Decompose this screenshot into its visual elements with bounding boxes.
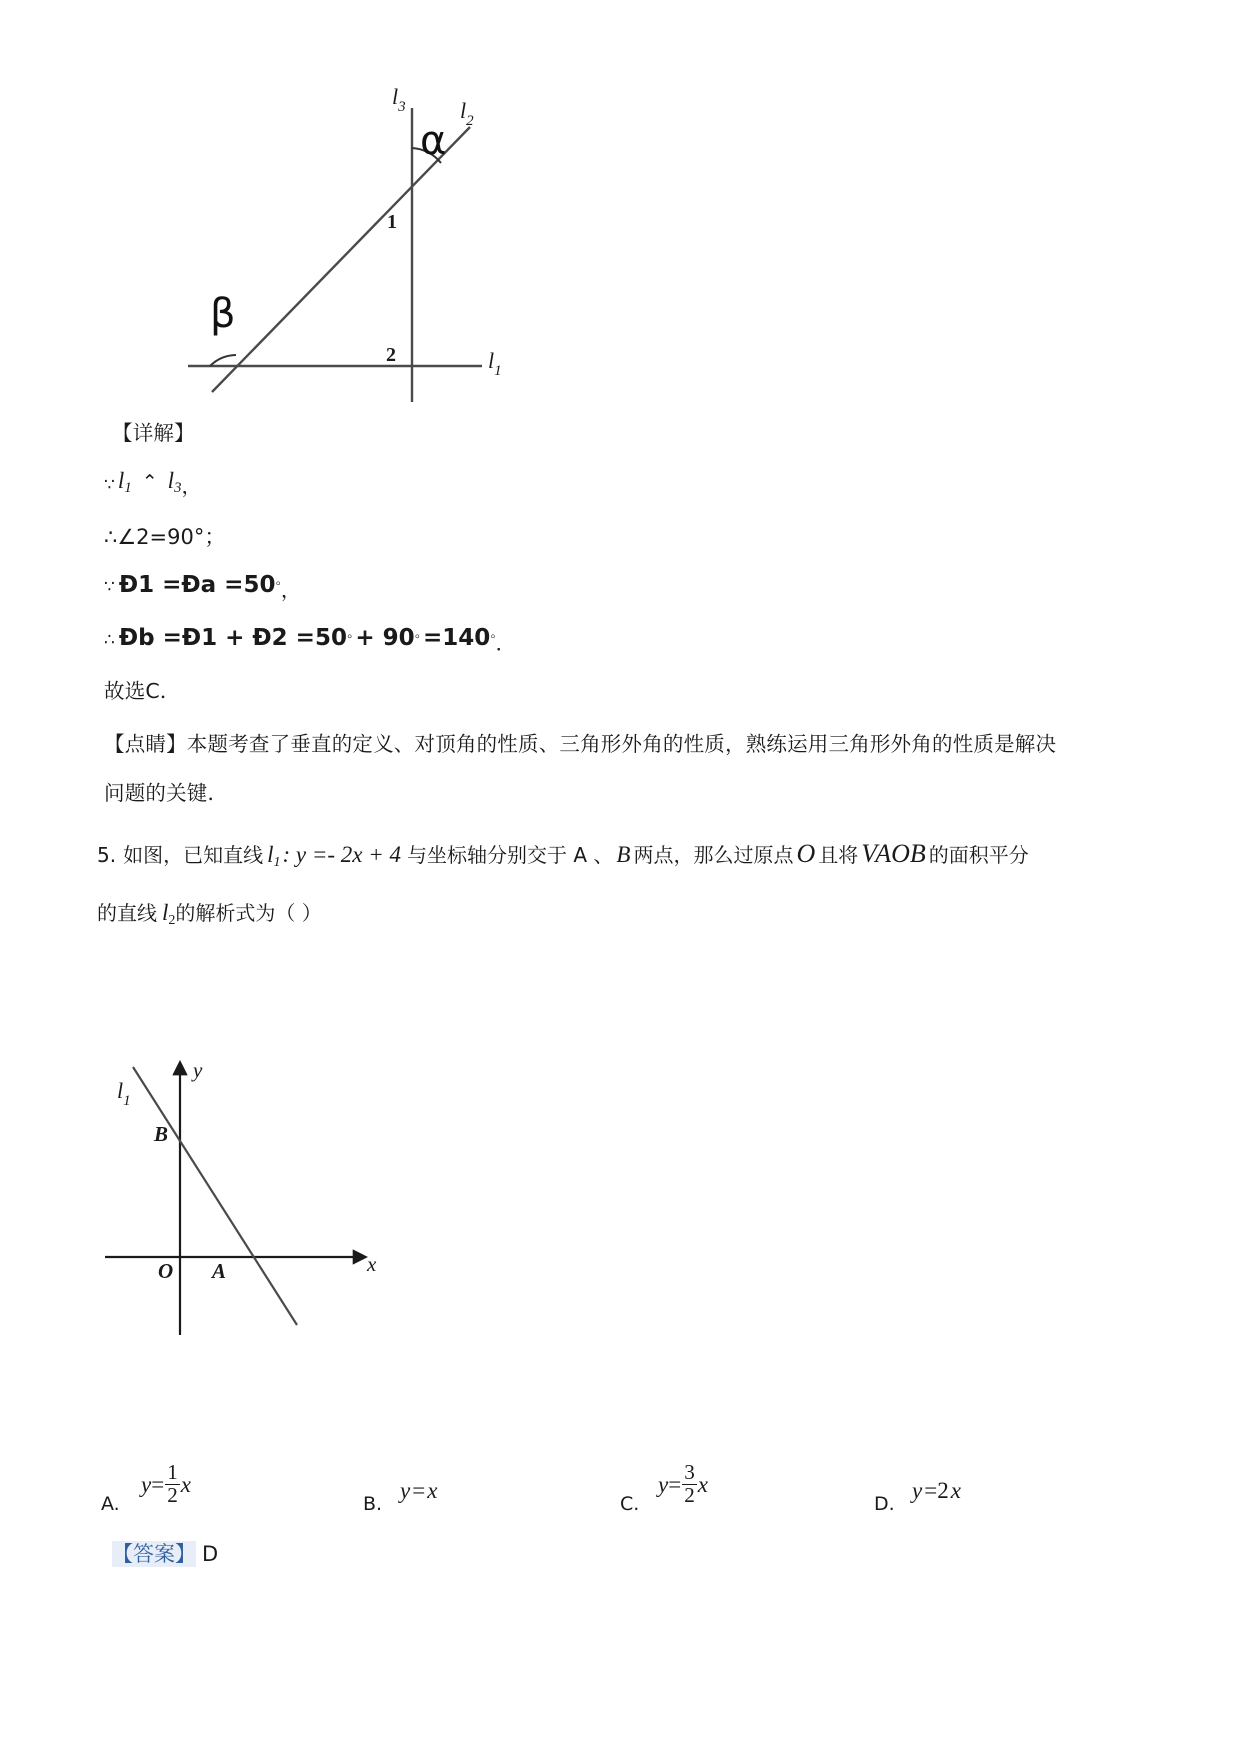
q5-line2-b: 的解析式为（ ） [175, 901, 322, 925]
sol1-l3: l [167, 468, 175, 493]
answer-line [112, 1538, 218, 1568]
answer-value: D [202, 1542, 219, 1566]
line-l1-graph [133, 1067, 297, 1325]
because-symbol: ∵ [104, 475, 115, 495]
opt-d-eq: =2 [924, 1478, 949, 1503]
q5-eq-l: l [267, 842, 274, 867]
sol4-expr-b: + 90 [355, 625, 415, 651]
q5-eq-l-sub: 1 [273, 855, 281, 870]
figure1-angle-alpha-label: α [420, 118, 447, 164]
opt-b-y: y [400, 1478, 411, 1503]
opt-c-y: y [658, 1472, 669, 1498]
q5-line2-l: l [162, 900, 169, 925]
opt-a-numerator: 1 [167, 1460, 178, 1484]
opt-c-fraction [682, 1462, 697, 1506]
question-5-line-2 [97, 899, 322, 930]
sol4-deg-1: ◦ [346, 628, 353, 645]
solution-line-2: ∴∠2=90°； [104, 525, 226, 549]
q5-eq-body: : y =- 2x + 4 [282, 842, 402, 867]
opt-b-var: x [427, 1478, 438, 1503]
figure2-label-x: x [367, 1252, 377, 1276]
solution-line-4 [104, 625, 516, 655]
coordinate-plane-figure [95, 1045, 475, 1345]
q5-line2-a: 的直线 [97, 901, 157, 925]
solution-conclusion: 故选C． [104, 679, 181, 703]
opt-a-y: y [141, 1472, 152, 1498]
figure1-label-l1: $l_1$ [488, 348, 502, 379]
figure2-label-l1: $l_1$ [117, 1078, 131, 1109]
because-symbol-2: ∵ [104, 577, 115, 597]
q5-text-c: 且将 [818, 843, 859, 867]
figure2-svg [95, 1045, 475, 1345]
sol3-deg: ◦ [275, 575, 281, 592]
opt-b-eq: = [412, 1478, 426, 1503]
angle-beta-arc [210, 355, 236, 366]
figure1-label-l2: $l_2$ [460, 98, 474, 129]
sol4-deg-2: ◦ [414, 628, 420, 645]
sol3-expr: Đ1 =Đa =50 [118, 572, 276, 598]
detail-header: 【详解】 [112, 421, 195, 445]
question-5-line-1 [97, 838, 1029, 872]
q5-text-b: 与坐标轴分别交于 A 、 [407, 843, 614, 867]
figure2-label-A: A [212, 1259, 227, 1283]
sol4-deg-3: ◦ [490, 628, 496, 645]
opt-a-denominator: 2 [167, 1482, 178, 1507]
solution-line-1 [104, 467, 202, 498]
tip-line-2: 问题的关键． [104, 781, 229, 805]
q5-text-b3: 两点，那么过原点 [633, 843, 794, 867]
sol1-l1: l [117, 468, 125, 493]
opt-a-eq: = [151, 1472, 165, 1498]
opt-c-var: x [697, 1472, 708, 1498]
figure2-label-B: B [154, 1122, 169, 1146]
sol4-expr-a: Đb =Đ1 + Đ2 =50 [118, 625, 347, 651]
sol4-expr-c: =140 [422, 625, 491, 651]
q5-line2-l-sub: 2 [168, 913, 176, 928]
opt-d-var: x [950, 1478, 961, 1503]
opt-c-numerator: 3 [684, 1460, 695, 1484]
sol1-comma: ， [181, 474, 202, 498]
answer-tag: 【答案】 [112, 1542, 196, 1566]
opt-c-denominator: 2 [684, 1482, 695, 1507]
figure1-svg [170, 70, 570, 410]
tip-line-1: 【点睛】本题考查了垂直的定义、对顶角的性质、三角形外角的性质，熟练运用三角形外角的性质是解决 [104, 732, 1057, 756]
opt-d-y: y [912, 1478, 923, 1503]
figure1-angle-beta-label: β [210, 291, 236, 337]
q5-triangle-aob: VAOB [861, 839, 926, 868]
option-a-label[interactable]: A. [101, 1493, 120, 1515]
figure1-angle-2-label: 2 [386, 344, 396, 366]
option-c-label[interactable]: C. [620, 1493, 640, 1515]
option-a-expression[interactable] [141, 1462, 191, 1506]
geometry-figure-angles [170, 70, 570, 410]
option-b-expression[interactable] [400, 1478, 437, 1504]
option-c-expression[interactable] [658, 1462, 708, 1506]
line-l2-slanted [212, 127, 470, 392]
opt-a-var: x [180, 1472, 191, 1498]
option-d-expression[interactable] [912, 1478, 961, 1504]
solution-line-3 [104, 572, 301, 602]
q5-number: 5. [97, 843, 117, 867]
q5-origin-o: O [796, 839, 816, 868]
angle-beta-arc-hidden [197, 366, 227, 386]
figure1-label-l3: $l_3$ [392, 84, 406, 115]
figure1-angle-1-label: 1 [387, 211, 397, 233]
option-b-label[interactable]: B. [363, 1493, 383, 1515]
sol3-comma: ， [280, 578, 301, 602]
figure2-label-y: y [193, 1058, 203, 1082]
option-d-label[interactable]: D. [874, 1493, 895, 1515]
q5-text-a: 如图，已知直线 [123, 843, 264, 867]
q5-point-b: B [616, 842, 631, 867]
perp-symbol: ⌃ [141, 472, 158, 493]
figure2-label-origin: O [158, 1259, 174, 1283]
q5-text-d: 的面积平分 [928, 843, 1029, 867]
sol1-l1-sub: 1 [124, 480, 132, 496]
opt-a-fraction [165, 1462, 180, 1506]
therefore-symbol: ∴ [104, 630, 115, 650]
sol4-period: ． [495, 631, 516, 655]
sol1-l3-sub: 3 [174, 480, 182, 496]
opt-c-eq: = [668, 1472, 682, 1498]
